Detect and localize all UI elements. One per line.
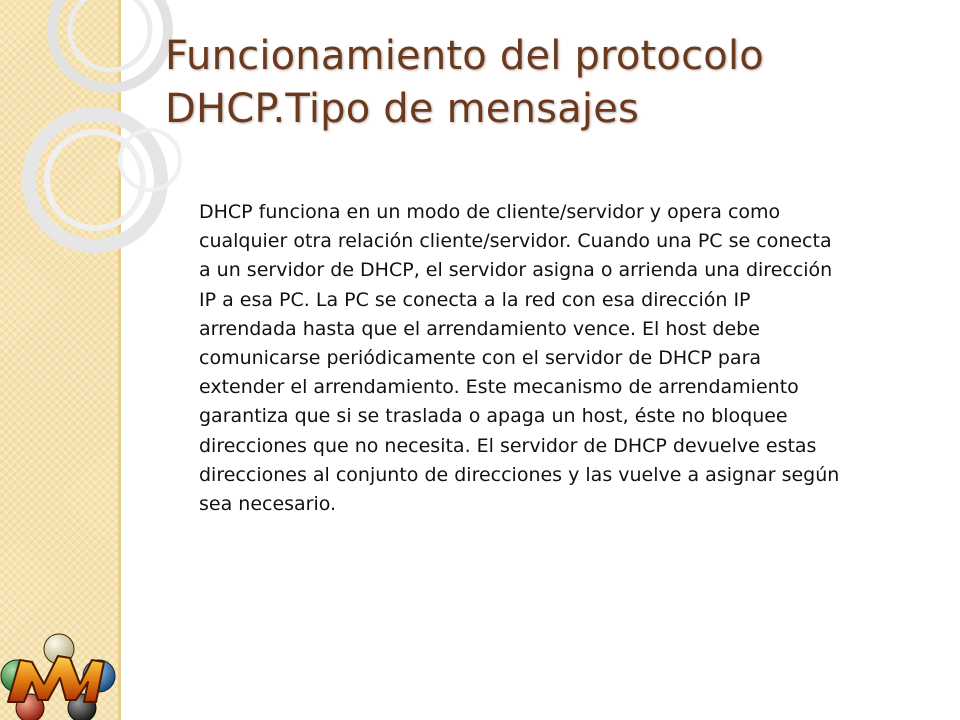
body-line: a un servidor de DHCP, el servidor asigna o arrienda una dirección	[199, 259, 833, 282]
body-line: sea necesario.	[199, 493, 337, 516]
slide-title	[165, 30, 925, 136]
title-line: DHCP.Tipo de mensajes	[165, 86, 640, 132]
body-line: garantiza que si se traslada o apaga un host, éste no bloquee	[199, 405, 788, 428]
body-line: direcciones al conjunto de direcciones y las vuelve a asignar según	[199, 463, 840, 486]
body-line: DHCP funciona en un modo de cliente/servidor y opera como	[199, 201, 781, 223]
title-line: Funcionamiento del protocolo	[165, 33, 764, 79]
body-line: cualquier otra relación cliente/servidor. Cuando una PC se conecta	[199, 230, 832, 253]
body-line: extender el arrendamiento. Este mecanismo de arrendamiento	[199, 376, 799, 399]
body-paragraph	[199, 198, 929, 519]
body-line: direcciones que no necesita. El servidor de DHCP devuelve estas	[199, 434, 817, 457]
body-line: arrendada hasta que el arrendamiento vence. El host debe	[199, 317, 760, 340]
magic-m-logo-icon	[0, 632, 118, 720]
body-line: comunicarse periódicamente con el servidor de DHCP para	[199, 347, 762, 370]
body-line: IP a esa PC. La PC se conecta a la red con esa dirección IP	[199, 288, 751, 311]
